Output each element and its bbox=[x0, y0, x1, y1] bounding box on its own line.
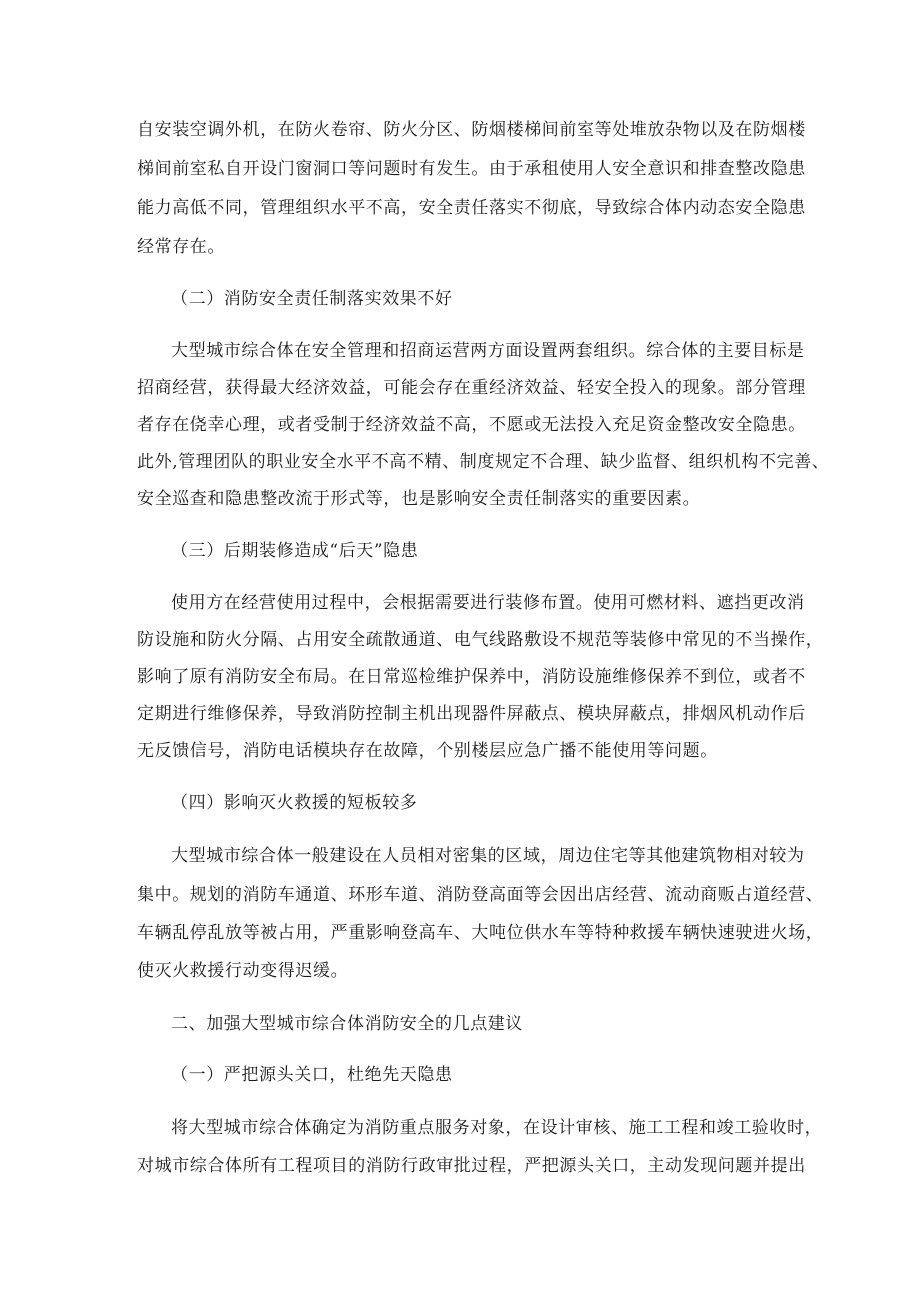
paragraph-2-line-2: 招商经营，获得最大经济效益，可能会存在重经济效益、轻安全投入的现象。部分管理 bbox=[137, 378, 806, 398]
paragraph-2-line-3: 者存在侥幸心理，或者受制于经济效益不高，不愿或无法投入充足资金整改安全隐患。 bbox=[137, 415, 806, 435]
paragraph-1-line-4: 经常存在。 bbox=[137, 237, 225, 257]
paragraph-2-line-5: 安全巡查和隐患整改流于形式等，也是影响安全责任制落实的重要因素。 bbox=[137, 489, 701, 509]
subheading-3: （三）后期装修造成“后天”隐患 bbox=[171, 541, 419, 561]
paragraph-5-line-2: 对城市综合体所有工程项目的消防行政审批过程，严把源头关口，主动发现问题并提出 bbox=[137, 1156, 806, 1176]
paragraph-1-line-2: 梯间前室私自开设门窗洞口等问题时有发生。由于承租使用人安全意识和排查整改隐患 bbox=[137, 159, 806, 179]
paragraph-3-line-3: 影响了原有消防安全布局。在日常巡检维护保养中，消防设施维修保养不到位，或者不 bbox=[137, 667, 806, 687]
paragraph-4-line-2: 集中。规划的消防车通道、环形车道、消防登高面等会因出店经营、流动商贩占道经营、 bbox=[137, 885, 824, 905]
paragraph-2-line-1: 大型城市综合体在安全管理和招商运营两方面设置两套组织。综合体的主要目标是 bbox=[171, 341, 805, 361]
paragraph-3-line-2: 防设施和防火分隔、占用安全疏散通道、电气线路敷设不规范等装修中常见的不当操作， bbox=[137, 630, 824, 650]
paragraph-4-line-1: 大型城市综合体一般建设在人员相对密集的区域，周边住宅等其他建筑物相对较为 bbox=[171, 846, 805, 866]
section-2-subheading-1: （一）严把源头关口，杜绝先天隐患 bbox=[171, 1065, 453, 1085]
subheading-4: （四）影响灭火救援的短板较多 bbox=[171, 793, 418, 813]
section-2-title: 二、加强大型城市综合体消防安全的几点建议 bbox=[171, 1014, 523, 1034]
paragraph-2-line-4: 此外,管理团队的职业安全水平不高不精、制度规定不合理、缺少监督、组织机构不完善、 bbox=[137, 452, 830, 472]
paragraph-3-line-4: 定期进行维修保养，导致消防控制主机出现器件屏蔽点、模块屏蔽点，排烟风机动作后 bbox=[137, 704, 806, 724]
paragraph-1-line-3: 能力高低不同，管理组织水平不高，安全责任落实不彻底，导致综合体内动态安全隐患 bbox=[137, 198, 806, 218]
paragraph-1-line-1: 自安装空调外机，在防火卷帘、防火分区、防烟楼梯间前室等处堆放杂物以及在防烟楼 bbox=[137, 120, 806, 140]
paragraph-4-line-3: 车辆乱停乱放等被占用，严重影响登高车、大吨位供水车等特种救援车辆快速驶进火场， bbox=[137, 923, 824, 943]
paragraph-3-line-1: 使用方在经营使用过程中，会根据需要进行装修布置。使用可燃材料、遮挡更改消 bbox=[171, 593, 805, 613]
paragraph-5-line-1: 将大型城市综合体确定为消防重点服务对象，在设计审核、施工工程和竣工验收时， bbox=[171, 1118, 823, 1138]
paragraph-4-line-4: 使灭火救援行动变得迟缓。 bbox=[137, 961, 349, 981]
paragraph-3-line-5: 无反馈信号，消防电话模块存在故障，个别楼层应急广播不能使用等问题。 bbox=[137, 741, 718, 761]
subheading-2: （二）消防安全责任制落实效果不好 bbox=[171, 289, 453, 309]
